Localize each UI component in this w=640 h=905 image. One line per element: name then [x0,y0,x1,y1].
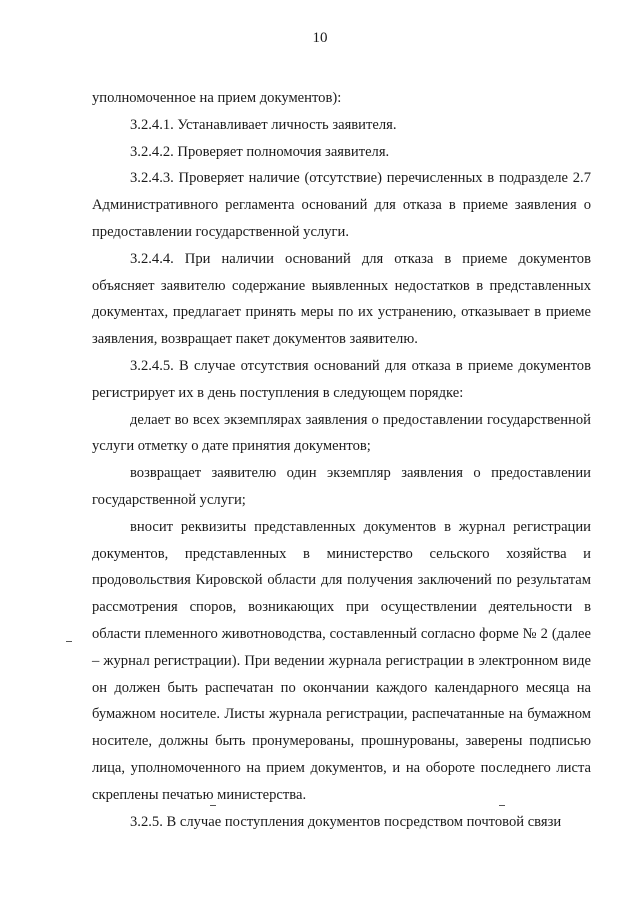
scan-mark-bottom-right [499,805,505,806]
scan-mark-bottom-left [210,805,216,806]
paragraph-3-2-4-2: 3.2.4.2. Проверяет полномочия заявителя. [130,143,390,160]
scan-mark-left [66,641,72,642]
list-item-mark-date: делает во всех экземплярах заявления о предоставлении государственной услуги отметку о дате принятия документов; [92,411,591,455]
paragraph-3-2-4-3: 3.2.4.3. Проверяет наличие (отсутствие) перечисленных в подразделе 2.7 Административного регламента оснований для отказа в приеме заявления о предоставлении государственной услуги. [92,170,591,240]
list-item-register-journal: вносит реквизиты представленных документов в журнал регистрации документов, представленных в министерство сельского хозяйства и продовольствия Кировской области для получения заключений по результатам рассмотрения споров, возникающих при осуществлении деятельности в области племенного животноводства, составленный согласно форме № 2 (далее – журнал регистрации). При ведении журнала регистрации в электронном виде он должен быть распечатан по окончании каждого календарного месяца на бумажном носителе. Листы журнала регистрации, распечатанные на бумажном носителе, должны быть пронумерованы, прошнурованы, заверены подписью лица, уполномоченного на прием документов, и на обороте последнего листа скреплены печатью министерства. [92,518,591,803]
paragraph-3-2-4-4: 3.2.4.4. При наличии оснований для отказа в приеме документов объясняет заявителю содержание выявленных недостатков в представленных документах, предлагает принять меры по их устранению, отказывает в приеме заявления, возвращает пакет документов заявителю. [92,250,591,348]
paragraph-3-2-5: 3.2.5. В случае поступления документов посредством почтовой связи [130,813,562,830]
page-number: 10 [312,30,328,46]
paragraph-3-2-4-5: 3.2.4.5. В случае отсутствия оснований для отказа в приеме документов регистрирует их в день поступления в следующем порядке: [92,357,591,401]
paragraph-continuation: уполномоченное на прием документов): [92,90,342,106]
document-body [92,85,591,835]
paragraph-3-2-4-1: 3.2.4.1. Устанавливает личность заявителя. [130,116,397,133]
list-item-return-copy: возвращает заявителю один экземпляр заявления о предоставлении государственной услуги; [92,465,591,508]
